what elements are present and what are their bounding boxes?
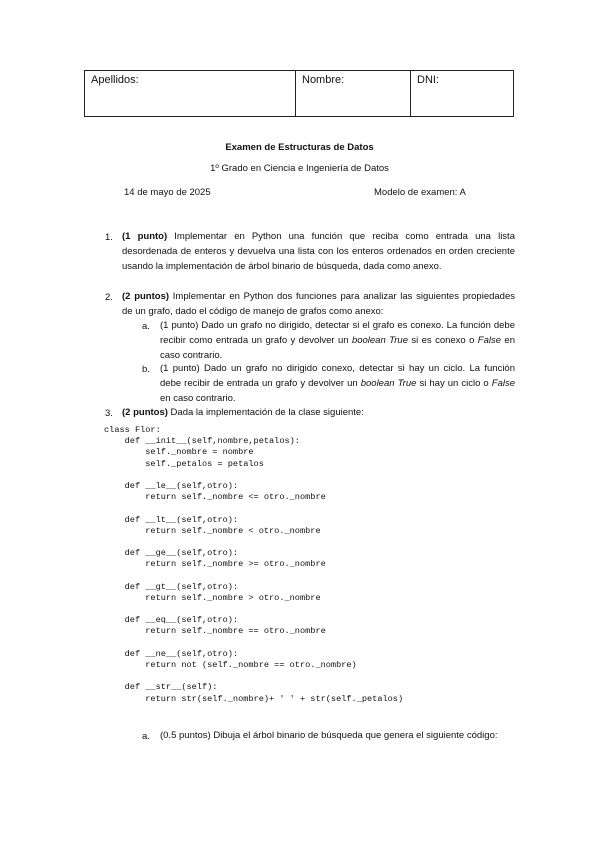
code-line: return self._nombre < otro._nombre (104, 525, 321, 536)
q2b-false: False (491, 377, 516, 389)
code-line: return self._nombre > otro._nombre (104, 592, 321, 603)
code-line: def __ge__(self,otro): (104, 548, 239, 559)
code-line (104, 671, 403, 682)
question-2b (160, 362, 515, 406)
code-line: def __eq__(self,otro): (104, 615, 239, 626)
code-line: return self._nombre <= otro._nombre (104, 492, 326, 503)
exam-model: Modelo de examen: A (374, 187, 466, 198)
code-line: def __le__(self,otro): (104, 480, 239, 491)
code-line: return not (self._nombre == otro._nombre) (104, 659, 357, 670)
code-line (104, 604, 403, 615)
exam-title: Examen de Estructuras de Datos (225, 142, 374, 153)
code-line (104, 570, 403, 581)
q2a-label: a. (142, 321, 150, 332)
q2b-true: boolean True (360, 377, 417, 389)
q1-text: Implementar en Python una función que reciba como entrada una lista desordenada de enteros y devuelva una lista con los enteros ordenados en orden creciente usando la implementación de árbol binario de búsqueda, dada como anexo. (122, 231, 515, 272)
code-line: return str(self._nombre)+ ' ' + str(self._petalos) (104, 693, 404, 704)
question-2 (122, 290, 515, 320)
q2a-text-2: si es conexo o (407, 334, 478, 346)
q2b-text-2: si hay un ciclo o (416, 377, 492, 389)
code-line: def __gt__(self,otro): (104, 581, 239, 592)
q2-text: Implementar en Python dos funciones para analizar las siguientes propiedades de un grafo, dado el código de manejo de grafos como anexo: (122, 291, 515, 317)
q3a-label: a. (142, 731, 150, 742)
question-3a: (0.5 puntos) Dibuja el árbol binario de búsqueda que genera el siguiente código: (160, 730, 498, 741)
question-1 (122, 230, 515, 274)
code-block (104, 425, 403, 705)
q1-points: (1 punto) (122, 231, 168, 242)
q2-points: (2 puntos) (122, 291, 170, 302)
q1-number: 1. (105, 232, 113, 243)
student-info-table (84, 70, 514, 117)
code-line: def __str__(self): (104, 682, 218, 693)
code-line: def __ne__(self,otro): (104, 648, 239, 659)
code-line (104, 537, 403, 548)
nombre-cell[interactable] (296, 71, 411, 117)
code-line: self._petalos = petalos (104, 458, 264, 469)
code-line (104, 503, 403, 514)
q2b-label: b. (142, 364, 150, 375)
q2b-text-3: en caso contrario. (160, 392, 236, 404)
apellidos-label: Apellidos: (91, 74, 139, 86)
dni-cell[interactable] (411, 71, 514, 117)
q2b-text-1: (1 punto) Dado un grafo no dirigido conexo, detectar si hay un ciclo. La función debe recibir de entrada un grafo y devolver un (160, 363, 515, 389)
nombre-label: Nombre: (302, 74, 345, 86)
code-line: return self._nombre >= otro._nombre (104, 559, 326, 570)
q3-number: 3. (105, 408, 113, 419)
q3-text: Dada la implementación de la clase siguiente: (167, 407, 364, 418)
code-line: def __init__(self,nombre,petalos): (104, 436, 300, 447)
apellidos-cell[interactable] (85, 71, 296, 117)
q2a-false: False (477, 334, 502, 346)
code-line: class Flor: (104, 425, 161, 435)
code-line: self._nombre = nombre (104, 447, 254, 458)
q3-points: (2 puntos) (122, 407, 168, 418)
question-3 (122, 406, 515, 421)
exam-subtitle: 1º Grado en Ciencia e Ingeniería de Datos (210, 163, 389, 174)
exam-date: 14 de mayo de 2025 (124, 187, 211, 198)
q2a-text-3: en caso contrario. (160, 334, 515, 361)
code-line: return self._nombre == otro._nombre (104, 626, 326, 637)
q2-number: 2. (105, 292, 113, 303)
code-line (104, 638, 403, 649)
q2a-true: boolean True (351, 334, 408, 346)
code-line: def __lt__(self,otro): (104, 514, 239, 525)
q2a-text-1: (1 punto) Dado un grafo no dirigido, detectar si el grafo es conexo. La función debe recibir como entrada un grafo y devolver un (160, 320, 515, 346)
question-2a (160, 319, 515, 363)
dni-label: DNI: (417, 74, 439, 86)
code-line (104, 470, 403, 481)
